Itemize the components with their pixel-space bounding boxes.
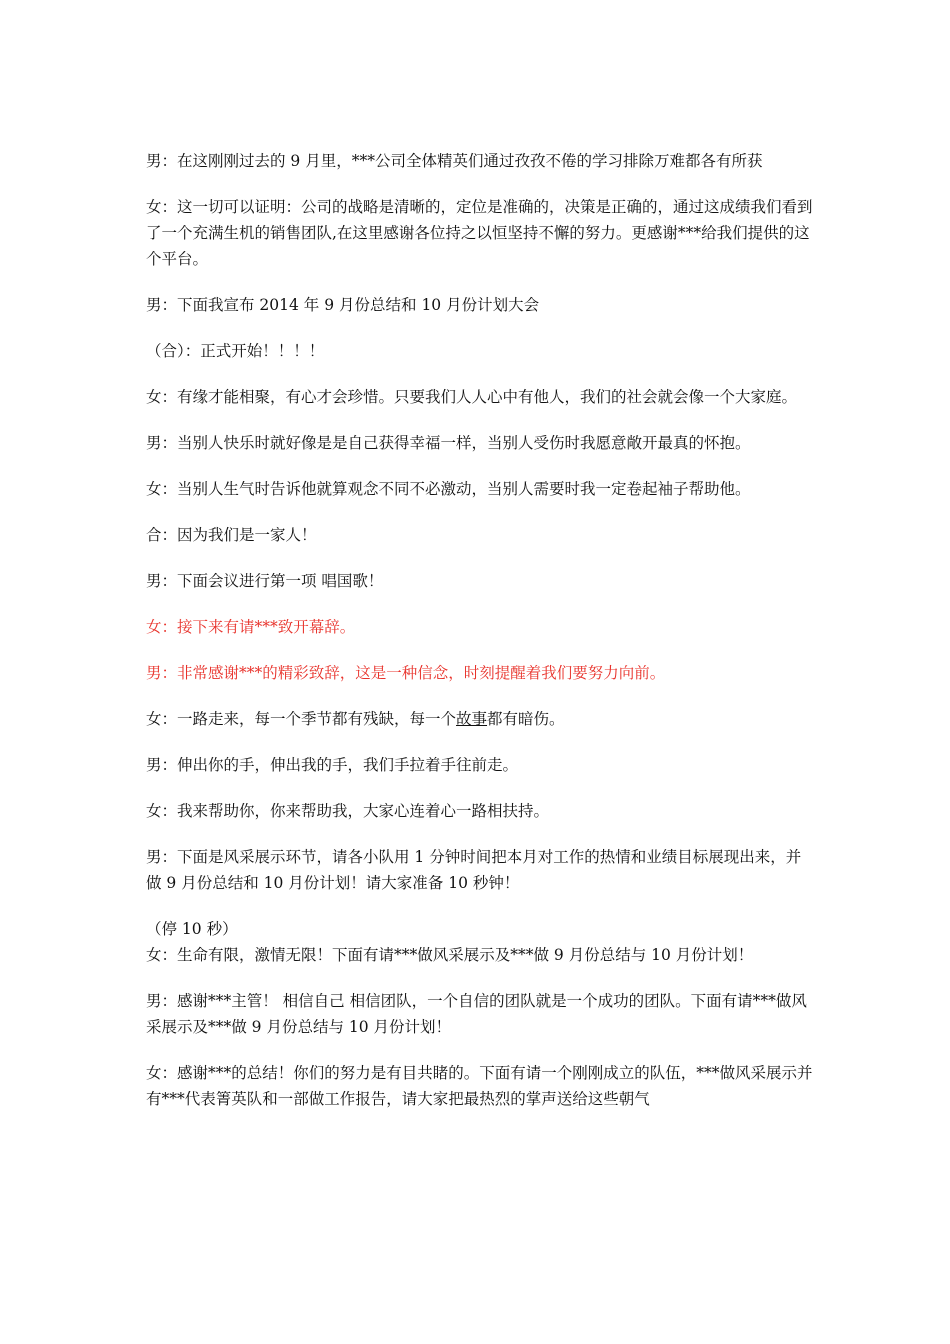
paragraph-male-thanks: 男：非常感谢***的精彩致辞，这是一种信念，时刻提醒着我们要努力向前。 [146,664,666,682]
journey-text-after: 都有暗伤。 [487,710,565,728]
paragraph-male-showcase: 男：下面是风采展示环节，请各小队用 1 分钟时间把本月对工作的热情和业绩目标展现出来，并做 9 月份总结和 10 月份计划！请大家准备 10 秒钟！ [146,848,802,892]
paragraph-female-support: 女：我来帮助你，你来帮助我，大家心连着心一路相扶持。 [146,802,550,820]
paragraph-male-announce: 男：下面我宣布 2014 年 9 月份总结和 10 月份计划大会 [146,296,540,314]
paragraph-female-strategy: 女：这一切可以证明：公司的战略是清晰的，定位是准确的，决策是正确的，通过这成绩我们看到了一个充满生机的销售团队,在这里感谢各位持之以恒坚持不懈的努力。更感谢***给我们提供的这个平台。 [146,198,813,268]
paragraph-male-anthem: 男：下面会议进行第一项 唱国歌！ [146,572,384,590]
paragraph-male-opening: 男：在这刚刚过去的 9 月里，***公司全体精英们通过孜孜不倦的学习排除万难都各有所获 [146,152,763,170]
paragraph-female-new-team: 女：感谢***的总结！你们的努力是有目共睹的。下面有请一个刚刚成立的队伍，***做风采展示并有***代表箐英队和一部做工作报告，请大家把最热烈的掌声送给这些朝气 [146,1064,813,1108]
paragraph-pause: （停 10 秒） [146,920,238,938]
paragraph-together-start: （合）：正式开始！！！！ [146,342,325,360]
story-link[interactable]: 故事 [456,710,488,728]
paragraph-male-team: 男：感谢***主管！ 相信自己 相信团队，一个自信的团队就是一个成功的团队。下面有请***做风采展示及***做 9 月份总结与 10 月份计划！ [146,992,807,1036]
paragraph-together-family: 合：因为我们是一家人！ [146,526,317,544]
document-body [146,148,816,1132]
journey-text-before: 女：一路走来，每一个季节都有残缺，每一个 [146,710,457,728]
paragraph-female-family: 女：有缘才能相聚，有心才会珍惜。只要我们人人心中有他人，我们的社会就会像一个大家庭。 [146,388,798,406]
paragraph-female-opening-speech: 女：接下来有请***致开幕辞。 [146,618,356,636]
paragraph-male-happiness: 男：当别人快乐时就好像是是自己获得幸福一样，当别人受伤时我愿意敞开最真的怀抱。 [146,434,751,452]
paragraph-male-hands: 男：伸出你的手，伸出我的手，我们手拉着手往前走。 [146,756,519,774]
paragraph-female-journey [146,706,816,732]
paragraph-female-passion: 女：生命有限，激情无限！下面有请***做风采展示及***做 9 月份总结与 10 月份计划！ [146,946,754,964]
paragraph-female-help: 女：当别人生气时告诉他就算观念不同不必激动，当别人需要时我一定卷起袖子帮助他。 [146,480,751,498]
